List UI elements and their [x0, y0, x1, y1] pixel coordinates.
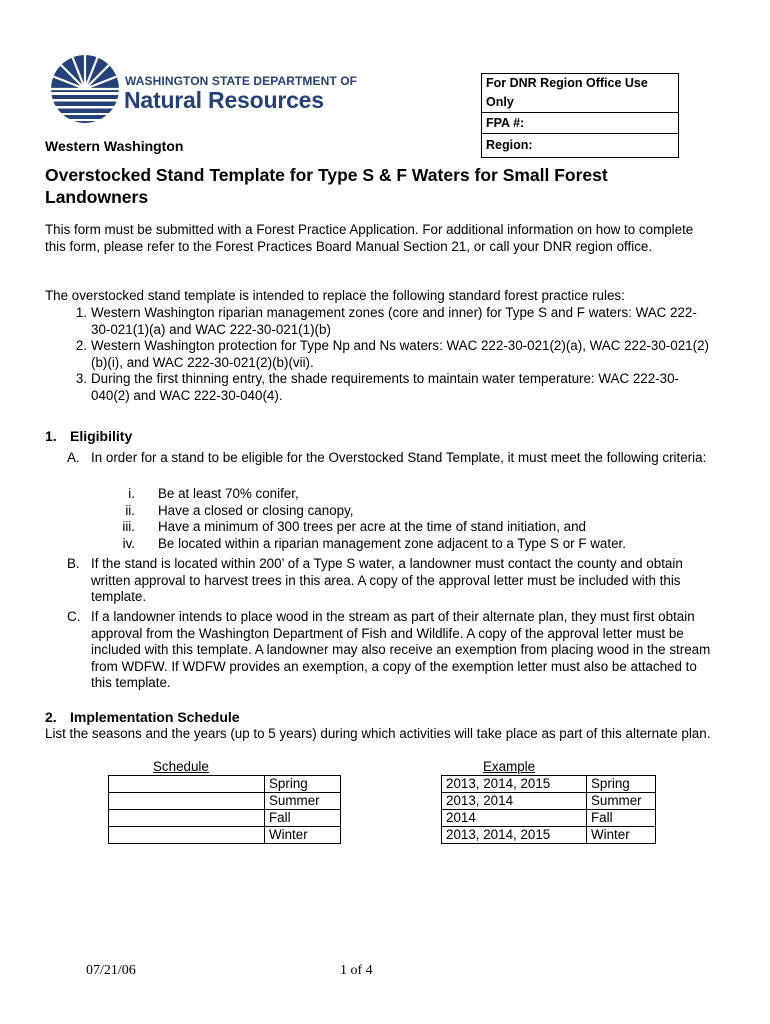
region-heading: Western Washington — [45, 138, 184, 154]
document-title: Overstocked Stand Template for Type S & F Waters for Small Forest Landowners — [45, 165, 608, 207]
schedule-years-input-spring[interactable] — [109, 776, 265, 793]
example-years-cell: 2013, 2014 — [442, 793, 587, 810]
criterion-number: iv. — [122, 535, 135, 551]
schedule-years-input-fall[interactable] — [109, 810, 265, 827]
eligibility-item-a — [67, 450, 711, 467]
table-row — [442, 827, 656, 844]
dnr-logo-icon — [50, 52, 120, 126]
item-letter: B. — [67, 556, 80, 571]
example-season-cell: Summer — [587, 793, 656, 810]
example-years-cell: 2013, 2014, 2015 — [442, 827, 587, 844]
intro-paragraph: This form must be submitted with a Forest Practice Application. For additional information on how to complete this form, please refer to the Forest Practices Board Manual Section 21, or call your DNR region office. — [45, 222, 694, 254]
list-item — [105, 503, 705, 520]
schedule-season-cell: Summer — [265, 793, 341, 810]
list-item-number: 1. — [75, 305, 87, 320]
schedule-years-input-winter[interactable] — [109, 827, 265, 844]
logo-agency-name: Natural Resources — [124, 87, 324, 113]
list-item-number: 2. — [75, 338, 87, 353]
office-use-table — [481, 73, 679, 158]
table-row — [442, 810, 656, 827]
table-row — [109, 776, 341, 793]
schedule-label: Schedule — [153, 759, 209, 774]
item-text: In order for a stand to be eligible for the Overstocked Stand Template, it must meet the following criteria: — [91, 450, 707, 465]
example-table — [441, 775, 656, 844]
schedule-description: List the seasons and the years (up to 5 years) during which activities will take place as part of this alternate plan. — [45, 726, 711, 741]
replaced-rules-list — [75, 305, 711, 404]
table-row — [442, 776, 656, 793]
schedule-years-input-summer[interactable] — [109, 793, 265, 810]
criterion-text: Have a minimum of 300 trees per acre at the time of stand initiation, and — [158, 519, 586, 534]
criterion-number: ii. — [125, 502, 135, 518]
list-item — [75, 371, 711, 404]
list-item — [105, 536, 705, 553]
footer-date: 07/21/06 — [86, 963, 136, 978]
eligibility-criteria-list — [105, 486, 705, 552]
section-title: Eligibility — [70, 428, 133, 444]
schedule-season-cell: Winter — [265, 827, 341, 844]
criterion-text: Be at least 70% conifer, — [158, 486, 299, 501]
eligibility-item-c — [67, 609, 711, 692]
item-letter: A. — [67, 450, 80, 465]
list-item — [105, 486, 705, 503]
list-item-text: Western Washington riparian management zones (core and inner) for Type S and F waters: WAC 222-30-021(1)(a) and WAC 222-30-021(1)(b) — [91, 305, 697, 337]
example-years-cell: 2014 — [442, 810, 587, 827]
section-number: 1. — [45, 428, 57, 444]
region-field[interactable]: Region: — [482, 134, 679, 158]
item-letter: C. — [67, 609, 81, 624]
item-text: If the stand is located within 200’ of a Type S water, a landowner must contact the county and obtain written approval to harvest trees in this area. A copy of the approval letter must be included with this template. — [91, 556, 683, 604]
criterion-number: i. — [128, 486, 135, 501]
table-row — [109, 793, 341, 810]
list-item-text: During the first thinning entry, the shade requirements to maintain water temperature: WAC 222-30-040(2) and WAC 222-30-040(4). — [91, 371, 679, 403]
table-row — [109, 810, 341, 827]
eligibility-item-b — [67, 556, 711, 606]
schedule-season-cell: Fall — [265, 810, 341, 827]
example-season-cell: Winter — [587, 827, 656, 844]
footer-page-number: 1 of 4 — [340, 963, 373, 978]
office-use-title: For DNR Region Office Use Only — [482, 74, 679, 113]
logo-department-text: WASHINGTON STATE DEPARTMENT OF — [125, 74, 358, 88]
criterion-number: iii. — [122, 519, 135, 534]
template-lead-paragraph: The overstocked stand template is intended to replace the following standard forest practice rules: — [45, 288, 625, 303]
table-row — [109, 827, 341, 844]
list-item — [75, 305, 711, 338]
list-item — [75, 338, 711, 371]
fpa-number-field[interactable]: FPA #: — [482, 113, 679, 134]
list-item — [105, 519, 705, 536]
criterion-text: Have a closed or closing canopy, — [158, 502, 354, 518]
example-season-cell: Fall — [587, 810, 656, 827]
list-item-text: Western Washington protection for Type Np and Ns waters: WAC 222-30-021(2)(a), WAC 222-30-021(2)(b)(i), and WAC 222-30-021(2)(b)(vii). — [91, 338, 709, 370]
section-title: Implementation Schedule — [70, 709, 240, 725]
example-season-cell: Spring — [587, 776, 656, 793]
example-label: Example — [483, 759, 536, 774]
schedule-season-cell: Spring — [265, 776, 341, 793]
list-item-number: 3. — [75, 371, 87, 386]
table-row — [442, 793, 656, 810]
example-years-cell: 2013, 2014, 2015 — [442, 776, 587, 793]
schedule-table — [108, 775, 341, 844]
section-number: 2. — [45, 709, 57, 725]
criterion-text: Be located within a riparian management zone adjacent to a Type S or F water. — [158, 535, 626, 551]
item-text: If a landowner intends to place wood in the stream as part of their alternate plan, they must first obtain approval from the Washington Department of Fish and Wildlife. A copy of the approval letter must be included with this template. A landowner may also receive an exemption from placing wood in the stream from WDFW. If WDFW provides an exemption, a copy of the exemption letter must also be attached to this template. — [91, 609, 711, 690]
